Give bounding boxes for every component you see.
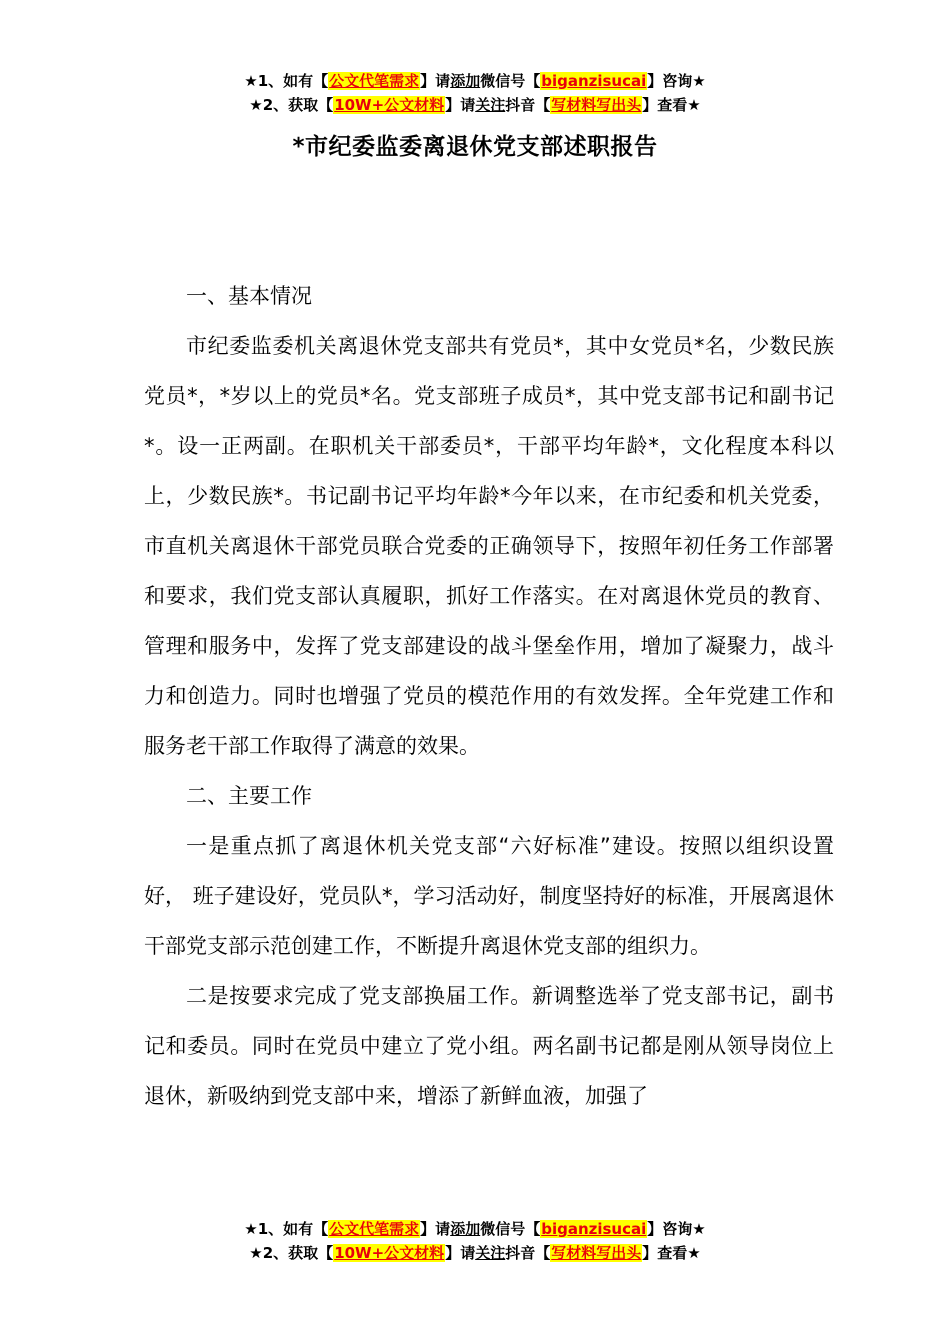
banner-highlight-douyin: 写材料写出头 — [551, 1244, 642, 1262]
banner-underline: 添加 — [450, 1220, 481, 1238]
document-body — [144, 271, 834, 1121]
banner-highlight-materials: 10W+公文材料 — [334, 1244, 445, 1262]
banner-text: 抖音【 — [505, 1244, 551, 1262]
banner-underline: 添加 — [450, 72, 481, 90]
banner-highlight-douyin: 写材料写出头 — [551, 96, 642, 114]
banner-text: 】咨询★ — [647, 72, 706, 90]
banner-text: 】查看★ — [642, 1244, 701, 1262]
banner-text: 】请 — [445, 96, 476, 114]
banner-text: ★2、获取【 — [249, 96, 334, 114]
banner-text: 微信号【 — [480, 1220, 541, 1238]
banner-underline: 关注 — [475, 96, 506, 114]
paragraph-basic-info: 市纪委监委机关离退休党支部共有党员*，其中女党员*名，少数民族党员*，*岁以上的党员*名。党支部班子成员*，其中党支部书记和副书记*。设一正两副。在职机关干部委员*，干部平均年龄*，文化程度本科以上，少数民族*。书记副书记平均年龄*今年以来，在市纪委和机关党委，市直机关离退休干部党员联合党委的正确领导下，按照年初任务工作部署和要求，我们党支部认真履职，抓好工作落实。在对离退休党员的教育、管理和服务中，发挥了党支部建设的战斗堡垒作用，增加了凝聚力，战斗力和创造力。同时也增强了党员的模范作用的有效发挥。全年党建工作和服务老干部工作取得了满意的效果。 — [144, 334, 834, 758]
banner-text: 微信号【 — [480, 72, 541, 90]
section-heading-basic: 一、基本情况 — [186, 284, 312, 308]
document-title: *市纪委监委离退休党支部述职报告 — [292, 134, 658, 160]
banner-text: 】请 — [420, 1220, 451, 1238]
section-heading-main-work: 二、主要工作 — [186, 784, 312, 808]
banner-highlight-materials: 10W+公文材料 — [334, 96, 445, 114]
banner-text: 抖音【 — [505, 96, 551, 114]
banner-text: 】请 — [445, 1244, 476, 1262]
banner-highlight-wechat-id: biganzisucai — [541, 72, 647, 90]
header-banner — [0, 69, 950, 117]
banner-underline: 关注 — [475, 1244, 506, 1262]
banner-text: 】查看★ — [642, 96, 701, 114]
banner-text: 】请 — [420, 72, 451, 90]
banner-highlight-service: 公文代笔需求 — [329, 1220, 420, 1238]
banner-line-2 — [0, 93, 950, 117]
banner-highlight-wechat-id: biganzisucai — [541, 1220, 647, 1238]
banner-text: ★1、如有【 — [244, 72, 329, 90]
paragraph-work-2: 二是按要求完成了党支部换届工作。新调整选举了党支部书记，副书记和委员。同时在党员中建立了党小组。两名副书记都是刚从领导岗位上退休，新吸纳到党支部中来，增添了新鲜血液，加强了 — [144, 984, 834, 1108]
footer-banner — [0, 1217, 950, 1265]
banner-text: ★2、获取【 — [249, 1244, 334, 1262]
banner-line-1 — [0, 69, 950, 93]
banner-line-2 — [0, 1241, 950, 1265]
paragraph-work-1: 一是重点抓了离退休机关党支部“六好标准”建设。按照以组织设置好， 班子建设好，党员队*，学习活动好，制度坚持好的标准，开展离退休干部党支部示范创建工作，不断提升离退休党支部的组织力。 — [144, 834, 834, 958]
banner-highlight-service: 公文代笔需求 — [329, 72, 420, 90]
banner-text: 】咨询★ — [647, 1220, 706, 1238]
banner-line-1 — [0, 1217, 950, 1241]
banner-text: ★1、如有【 — [244, 1220, 329, 1238]
